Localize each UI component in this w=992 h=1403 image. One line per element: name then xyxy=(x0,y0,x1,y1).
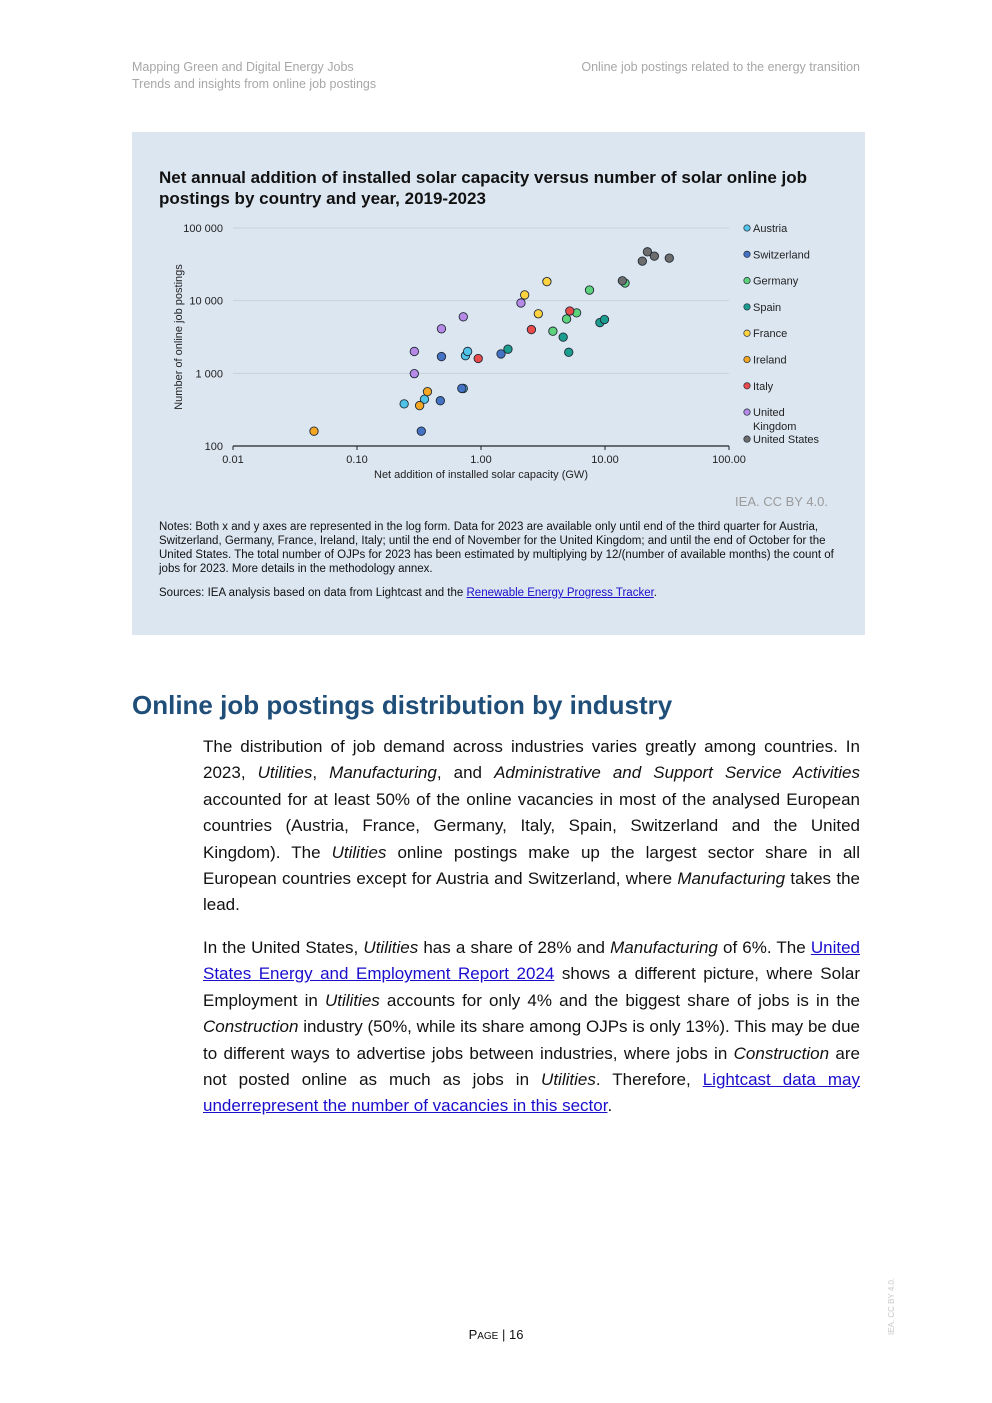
point-ireland xyxy=(310,427,318,435)
point-switzerland xyxy=(436,397,444,405)
scatter-chart xyxy=(132,132,865,492)
legend-marker xyxy=(744,436,750,442)
point-united-kingdom xyxy=(437,325,445,333)
x-tick-label: 10.00 xyxy=(591,454,619,466)
running-header-left xyxy=(132,59,376,93)
text-run: , xyxy=(312,763,330,783)
x-tick-label: 0.01 xyxy=(222,454,244,466)
italic-term: Manufacturing xyxy=(677,869,786,889)
lightcast-underrepresent-link[interactable]: Lightcast data may underrepresent the number of vacancies in this sector xyxy=(203,1070,860,1116)
legend-label: France xyxy=(753,328,788,341)
point-austria xyxy=(400,400,408,408)
point-united-states xyxy=(618,277,626,285)
text-run: has a share of 28% and xyxy=(418,938,611,957)
chart-title: Net annual addition of installed solar capacity versus number of solar online job postings by country and year, 2019-2023 xyxy=(159,168,808,208)
legend-label: Austria xyxy=(753,223,788,235)
italic-term: Utilities xyxy=(541,1070,596,1090)
report-subtitle: Trends and insights from online job postings xyxy=(132,77,377,91)
point-spain xyxy=(504,345,512,353)
page-label-smallcaps: AGE xyxy=(477,1331,499,1342)
legend-marker xyxy=(744,330,750,336)
x-tick-label: 100.00 xyxy=(712,454,746,466)
point-germany xyxy=(562,315,570,323)
point-spain xyxy=(565,348,573,356)
italic-term: Utilities xyxy=(257,763,313,783)
point-spain xyxy=(600,315,608,323)
text-run: . Therefore, xyxy=(595,1070,703,1090)
point-spain xyxy=(559,333,567,341)
legend-label: Spain xyxy=(753,301,782,314)
running-header-right: Online job postings related to the energy transition xyxy=(581,60,860,74)
point-ireland xyxy=(423,387,431,395)
point-ireland xyxy=(415,401,423,409)
sources-end: . xyxy=(653,587,657,599)
italic-term: Construction xyxy=(733,1043,830,1063)
text-run: online postings make up the largest sector share in all European countries except for Austria and Switzerland, where xyxy=(203,842,860,889)
figure-sources xyxy=(159,587,657,599)
text-run: accounts for only 4% and the biggest share of jobs is in the xyxy=(379,990,860,1010)
legend-label: United States xyxy=(753,434,820,447)
italic-term: Manufacturing xyxy=(329,763,437,783)
legend-marker xyxy=(744,356,750,362)
legend-label: Italy xyxy=(753,380,774,393)
italic-term: Manufacturing xyxy=(610,938,718,957)
sources-text: Sources: IEA analysis based on data from Lightcast and the xyxy=(159,587,467,599)
text-run: shows a different picture, where Solar Employment in xyxy=(203,964,860,1010)
legend-label: Switzerland xyxy=(753,249,810,262)
point-italy xyxy=(527,325,535,333)
x-tick-label: 0.10 xyxy=(346,454,368,466)
text-run: In the United States, xyxy=(203,938,364,957)
point-austria xyxy=(463,347,471,355)
figure-credit: IEA. CC BY 4.0. xyxy=(735,494,828,509)
legend-label: Germany xyxy=(753,275,799,288)
y-tick-label: 100 000 xyxy=(183,223,223,235)
text-run: . xyxy=(607,1096,613,1116)
y-tick-label: 1 000 xyxy=(195,368,223,381)
text-run: takes the lead. xyxy=(203,869,860,915)
point-france xyxy=(520,291,528,299)
point-italy xyxy=(474,354,482,362)
point-switzerland xyxy=(417,427,425,435)
text-run: are not posted online as much as jobs in xyxy=(203,1043,860,1090)
text-run: of 6%. The xyxy=(717,938,811,957)
legend-label: Kingdom xyxy=(753,421,797,434)
italic-term: Administrative and Support Service Activities xyxy=(494,763,860,783)
text-run: The distribution of job demand across industries varies greatly among countries. In 2023, xyxy=(203,737,860,783)
point-united-kingdom xyxy=(459,313,467,321)
x-axis-label: Net addition of installed solar capacity (GW) xyxy=(374,469,588,481)
report-title: Mapping Green and Digital Energy Jobs xyxy=(132,60,354,74)
page-number: 16 xyxy=(508,1327,524,1342)
x-tick-label: 1.00 xyxy=(470,454,492,466)
page-footer xyxy=(0,1327,992,1342)
figure-panel xyxy=(132,132,865,635)
point-germany xyxy=(549,327,557,335)
point-united-states xyxy=(665,254,673,262)
point-france xyxy=(543,277,551,285)
italic-term: Utilities xyxy=(324,990,380,1010)
side-license-note: IEA. CC BY 4.0. xyxy=(887,1277,896,1335)
page-label: P xyxy=(468,1327,478,1342)
point-italy xyxy=(566,307,574,315)
figure-notes: Notes: Both x and y axes are represented in the log form. Data for 2023 are available only until end of the third quarter for Austria, Switzerland, Germany, France, Ireland, Italy; until the end of November for the United Kingdom; and until the end of October for the United States. The total number of OJPs for 2023 has been estimated by multiplying by 12/(number of available months) the count of jobs for 2023. More details in the methodology annex. xyxy=(159,521,834,575)
page-separator: | xyxy=(498,1327,509,1342)
point-switzerland xyxy=(437,352,445,360)
text-run: accounted for at least 50% of the online vacancies in most of the analysed European countries (Austria, France, Germany, Italy, Spain, Switzerland and the United Kingdom). The xyxy=(203,789,860,862)
y-tick-label: 100 xyxy=(204,441,223,453)
legend-label: Ireland xyxy=(753,354,787,367)
text-run: industry (50%, while its share among OJPs is only 13%). This may be due to different ways to advertise jobs between industries, where jobs in xyxy=(203,1017,860,1063)
text-run: , and xyxy=(436,763,495,783)
point-switzerland xyxy=(458,384,466,392)
section-heading: Online job postings distribution by industry xyxy=(132,690,673,720)
point-united-kingdom xyxy=(517,299,525,307)
point-germany xyxy=(585,286,593,294)
y-tick-label: 10 000 xyxy=(189,295,223,308)
renewable-tracker-link[interactable]: Renewable Energy Progress Tracker xyxy=(466,587,654,599)
legend-marker xyxy=(744,277,750,283)
useer-report-link[interactable]: United States Energy and Employment Report 2024 xyxy=(203,938,860,984)
point-united-states xyxy=(638,257,646,265)
legend-marker xyxy=(744,383,750,389)
italic-term: Utilities xyxy=(363,938,419,957)
legend-label: United xyxy=(753,407,785,420)
legend-marker xyxy=(744,251,750,257)
point-united-states xyxy=(650,252,658,260)
paragraph-industry-us xyxy=(203,935,860,1120)
point-united-kingdom xyxy=(410,347,418,355)
point-france xyxy=(534,310,542,318)
legend-marker xyxy=(744,225,750,231)
legend-marker xyxy=(744,304,750,310)
italic-term: Construction xyxy=(203,1017,299,1037)
point-united-kingdom xyxy=(410,369,418,377)
y-axis-label: Number of online job postings xyxy=(173,264,185,410)
italic-term: Utilities xyxy=(331,842,387,862)
paragraph-industry-europe xyxy=(203,734,860,919)
legend-marker xyxy=(744,409,750,415)
